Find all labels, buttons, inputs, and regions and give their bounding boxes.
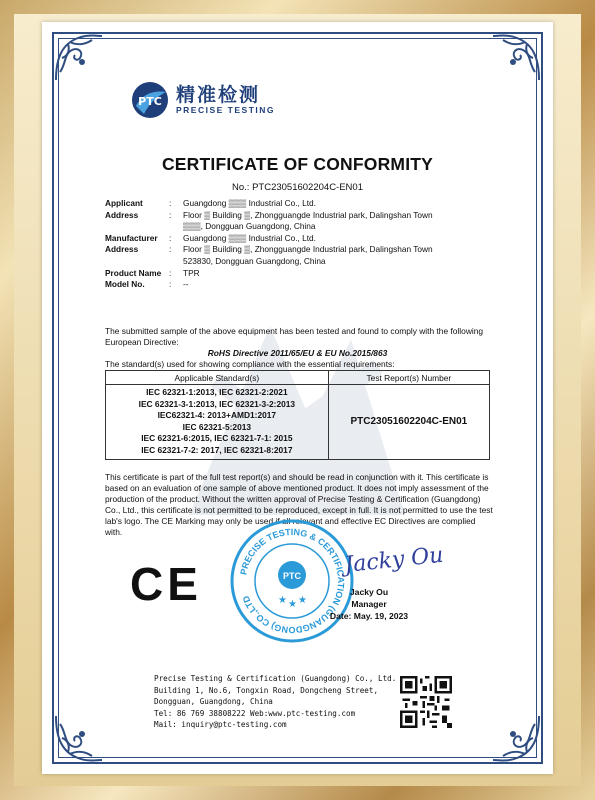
logo-english-name: PRECISE TESTING [176,105,276,115]
certificate-terms: This certificate is part of the full test report(s) and should be read in conjunction with it. This certificate is based on an evaluation of one sample of above mentioned product. It does not imply assessment of the production of the product. Without the written approval of Precise Testing & Certification (Guangdong) Co., Ltd., this certificate is not permitted to be reproduced, except in full. It is not permitted to use the test lab's logo. The CE Marking may only be used if all relevant and effective EC Directives are complied with. [105,472,493,537]
info-value: 523830, Dongguan Guangdong, China [183,255,326,266]
logo-mark-text: PTC [138,95,162,108]
standard-item: IEC 62321-6:2015, IEC 62321-7-1: 2015 [141,433,293,444]
standard-item: IEC 62321-7-2: 2017, IEC 62321-8:2017 [141,444,293,455]
seal-ring-text-path: PRECISE TESTING & CERTIFICATION (GUANGDONG) CO.,LTD [238,526,347,636]
standards-table [105,370,490,460]
ornament-corner-icon [48,28,108,88]
standard-item: IEC 62321-3-1:2013, IEC 62321-3-2:2013 [138,398,296,409]
standard-item: IEC 62321-5:2013 [182,421,252,432]
signer-block [324,586,414,622]
certificate-paper [42,22,553,774]
info-label: Product Name [105,267,162,278]
info-value: Guangdong ▒▒▒ Industrial Co., Ltd. [183,232,316,243]
company-footer [154,673,414,731]
logo-chinese-name: 精准检测 [176,84,261,106]
ornament-corner-icon [487,708,547,768]
info-value: ▒▒▒, Dongguan Guangdong, China [183,221,316,232]
ce-mark-icon [126,558,206,608]
info-label: Model No. [105,279,145,290]
footer-line: Dongguan, Guangdong, China [154,697,273,707]
certificate-number: No.: PTC23051602204C-EN01 [232,182,363,193]
info-colon: : [169,279,172,290]
footer-line: Tel: 86 769 38808222 Web:www.ptc-testing.com [154,708,356,718]
report-cell [328,385,489,460]
info-label: Applicant [105,198,143,208]
info-row-applicant [105,198,505,210]
standards-intro: The standard(s) used for showing compliance with the essential requirements: [105,359,395,369]
footer-line: Building 1, No.6, Tongxin Road, Dongcheng Street, [154,685,379,695]
report-number: PTC23051602204C-EN01 [350,416,468,428]
info-colon: : [169,198,172,208]
seal-center-text: PTC [283,571,301,581]
footer-line: Mail: inquiry@ptc-testing.com [154,720,287,730]
info-colon: : [169,267,172,278]
certificate-title: CERTIFICATE OF CONFORMITY [161,154,434,174]
ornament-corner-icon [48,708,108,768]
info-row-model-no [105,279,505,291]
signer-date: Date: May. 19, 2023 [329,611,409,621]
seal-star-icon: ★ [288,599,297,610]
info-value: Floor ▒ Building ▒, Zhongguangde Industrial park, Dalingshan Town [183,244,433,255]
applicant-info [105,198,505,291]
seal-star-icon: ★ [278,595,287,606]
info-row-product-name [105,268,505,280]
info-colon: : [169,232,172,243]
info-row-manufacturer [105,233,505,245]
ce-mark-text: CE [130,558,202,610]
ptc-logo-icon [130,80,170,120]
standards-cell [106,385,329,460]
signer-name: Jacky Ou [349,587,389,597]
info-row-address [105,210,505,233]
ornament-corner-icon [487,28,547,88]
directive-line: RoHS Directive 2011/65/EU & EU No.2015/863 [207,348,388,358]
company-seal-icon [228,517,356,645]
signature-script: Jacky Ou [343,542,445,578]
info-value: -- [183,279,189,290]
standard-item: IEC 62321-1:2013, IEC 62321-2:2021 [146,387,288,397]
info-value: Guangdong ▒▒▒ Industrial Co., Ltd. [183,198,316,208]
signature [338,538,445,578]
info-colon: : [169,244,172,255]
info-label: Address [105,209,139,220]
signer-title: Manager [351,599,387,609]
company-logo [130,80,275,120]
footer-line: Precise Testing & Certification (Guangdong) Co., Ltd. [154,674,397,683]
info-label: Address [105,244,139,255]
standard-item: IEC62321-4: 2013+AMD1:2017 [157,410,277,421]
compliance-statement: The submitted sample of the above equipment has been tested and found to comply with the following European Directive: [105,326,484,347]
info-colon: : [169,209,172,220]
qr-code-icon [400,676,452,728]
table-header-report: Test Report(s) Number [328,371,489,385]
info-row-manufacturer-address [105,244,505,267]
info-label: Manufacturer [105,232,158,243]
seal-star-icon: ★ [298,595,307,606]
table-header-standards: Applicable Standard(s) [106,371,329,385]
info-value: Floor ▒ Building ▒, Zhongguangde Industrial park, Dalingshan Town [183,209,433,220]
info-value: TPR [183,267,200,278]
